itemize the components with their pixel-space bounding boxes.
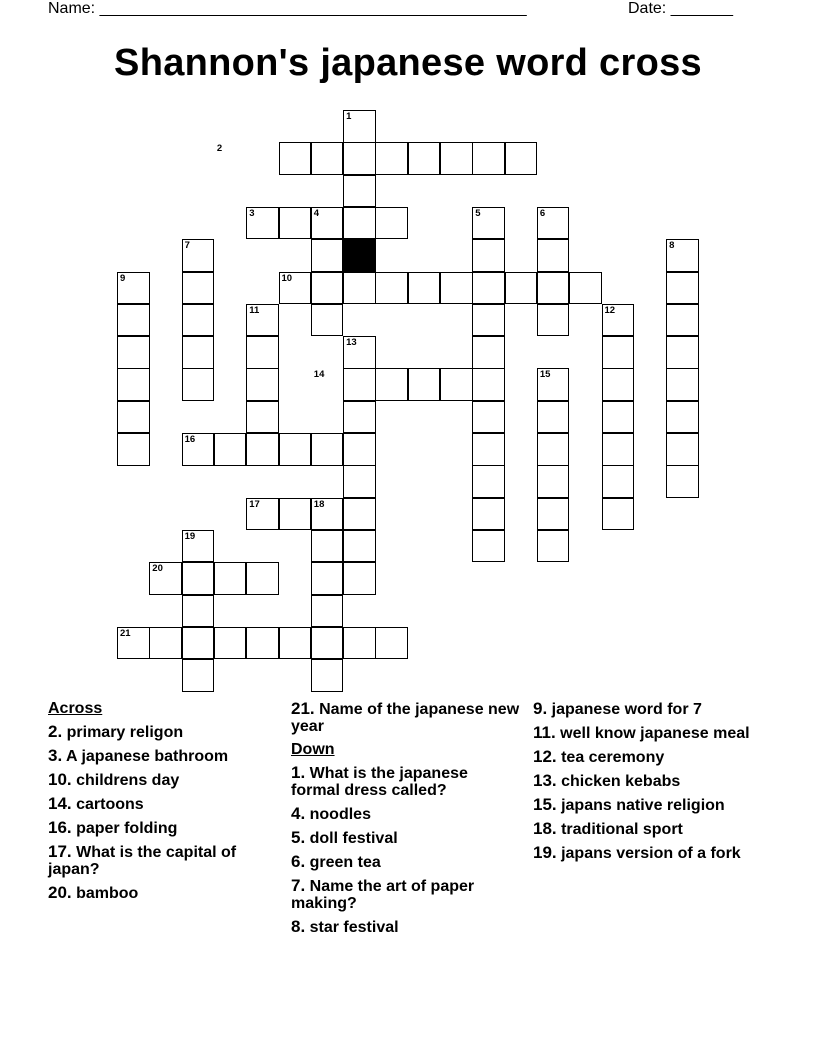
crossword-cell[interactable]	[214, 562, 247, 595]
crossword-cell[interactable]	[375, 368, 408, 401]
down-clue	[533, 820, 763, 838]
clue-number: 16.	[48, 818, 72, 837]
down-clue	[533, 844, 763, 862]
crossword-cell[interactable]	[537, 530, 570, 563]
crossword-cell[interactable]	[279, 142, 312, 175]
across-clue	[48, 771, 278, 789]
across-clue	[291, 700, 521, 735]
clue-text: japans native religion	[556, 797, 725, 814]
clue-text: A japanese bathroom	[62, 748, 229, 765]
crossword-cell[interactable]	[117, 433, 150, 466]
name-field-label[interactable]: Name: ________________________________________________	[48, 0, 527, 17]
clue-text: tea ceremony	[556, 749, 665, 766]
crossword-cell[interactable]	[408, 368, 441, 401]
crossword-cell[interactable]	[472, 304, 505, 337]
clue-text: Name of the japanese new year	[291, 701, 520, 735]
crossword-cell[interactable]	[311, 562, 344, 595]
clue-number: 17.	[48, 842, 72, 861]
clue-column-3	[533, 700, 763, 868]
clue-text: childrens day	[71, 772, 180, 789]
crossword-cell[interactable]	[182, 368, 215, 401]
clue-number-label: 14	[313, 369, 325, 381]
crossword-cell[interactable]	[279, 498, 312, 531]
crossword-cell[interactable]	[472, 142, 505, 175]
crossword-cell[interactable]	[214, 433, 247, 466]
crossword-cell[interactable]	[343, 530, 376, 563]
crossword-cell[interactable]	[537, 433, 570, 466]
clue-column-1	[48, 700, 278, 908]
clue-number-label: 2	[216, 143, 223, 155]
crossword-cell[interactable]	[246, 433, 279, 466]
clue-number-label: 9	[120, 272, 126, 284]
crossword-cell[interactable]	[311, 142, 344, 175]
crossword-cell[interactable]	[408, 272, 441, 305]
crossword-cell[interactable]	[311, 304, 344, 337]
clue-number: 10.	[48, 770, 72, 789]
across-clue	[48, 819, 278, 837]
crossword-cell[interactable]	[375, 272, 408, 305]
crossword-cell[interactable]	[472, 530, 505, 563]
crossword-cell[interactable]	[666, 368, 699, 401]
crossword-cell[interactable]	[537, 272, 570, 305]
crossword-cell[interactable]	[279, 433, 312, 466]
crossword-cell[interactable]	[666, 433, 699, 466]
clue-number-label: 17	[249, 498, 260, 510]
clue-text: Name the art of paper making?	[291, 878, 475, 912]
down-clue	[533, 700, 763, 718]
crossword-cell[interactable]	[343, 465, 376, 498]
down-clue	[291, 918, 521, 936]
crossword-cell[interactable]	[246, 562, 279, 595]
crossword-cell[interactable]	[440, 272, 473, 305]
crossword-cell[interactable]	[537, 401, 570, 434]
clue-number: 8.	[291, 917, 306, 936]
crossword-cell[interactable]	[246, 627, 279, 660]
clue-number: 12.	[533, 747, 557, 766]
clue-text: chicken kebabs	[556, 773, 681, 790]
down-clue	[533, 796, 763, 814]
clue-number-label: 8	[669, 240, 675, 252]
crossword-cell[interactable]	[472, 401, 505, 434]
crossword-cell[interactable]	[117, 368, 150, 401]
crossword-cell[interactable]	[602, 498, 635, 531]
crossword-cell[interactable]	[666, 304, 699, 337]
crossword-cell[interactable]	[311, 272, 344, 305]
down-clue	[533, 772, 763, 790]
crossword-cell[interactable]	[311, 595, 344, 628]
crossword-cell[interactable]	[666, 336, 699, 369]
clue-text: What is the capital of japan?	[48, 844, 237, 878]
clue-number-label: 19	[184, 530, 196, 542]
clue-number-label: 3	[249, 207, 255, 219]
crossword-cell[interactable]	[279, 627, 312, 660]
clue-number: 19.	[533, 843, 557, 862]
crossword-cell[interactable]	[472, 433, 505, 466]
clue-number: 9.	[533, 699, 548, 718]
crossword-cell[interactable]	[375, 207, 408, 240]
clue-column-2	[291, 700, 521, 942]
crossword-cell[interactable]	[343, 142, 376, 175]
crossword-cell[interactable]	[311, 433, 344, 466]
clue-number-label: 13	[346, 337, 357, 349]
clue-text: traditional sport	[556, 821, 683, 838]
clue-text: cartoons	[71, 796, 144, 813]
clue-number: 7.	[291, 876, 306, 895]
down-heading: Down	[291, 741, 335, 758]
down-clue	[291, 829, 521, 847]
clue-number-label: 11	[249, 304, 260, 316]
crossword-cell[interactable]	[375, 142, 408, 175]
crossword-cell[interactable]	[537, 304, 570, 337]
crossword-cell[interactable]	[182, 627, 215, 660]
clue-number-label: 4	[313, 207, 320, 219]
black-cell	[343, 239, 376, 272]
crossword-cell[interactable]	[246, 336, 279, 369]
clue-number: 21.	[291, 699, 315, 718]
across-heading: Across	[48, 700, 103, 717]
across-clue	[48, 843, 278, 878]
date-field-label[interactable]: Date: _______	[628, 0, 733, 17]
crossword-cell[interactable]	[343, 272, 376, 305]
down-clue	[291, 764, 521, 799]
down-clue	[291, 853, 521, 871]
clue-text: doll festival	[305, 830, 398, 847]
clue-number: 18.	[533, 819, 557, 838]
crossword-cell[interactable]	[343, 433, 376, 466]
crossword-cell[interactable]	[666, 272, 699, 305]
clue-number: 20.	[48, 883, 72, 902]
crossword-cell[interactable]	[375, 627, 408, 660]
clue-number-label: 7	[184, 240, 190, 252]
clue-number-label: 5	[475, 207, 481, 219]
crossword-cell[interactable]	[311, 627, 344, 660]
clue-number-label: 21	[120, 627, 131, 639]
crossword-cell[interactable]	[440, 368, 473, 401]
crossword-cell[interactable]	[279, 207, 312, 240]
crossword-cell[interactable]	[505, 272, 538, 305]
crossword-cell[interactable]	[117, 336, 150, 369]
crossword-cell[interactable]	[182, 336, 215, 369]
crossword-cell[interactable]	[472, 239, 505, 272]
crossword-cell[interactable]	[472, 465, 505, 498]
clue-number: 13.	[533, 771, 557, 790]
clue-number: 1.	[291, 763, 306, 782]
crossword-cell[interactable]	[343, 627, 376, 660]
clue-number: 5.	[291, 828, 306, 847]
clue-number: 3.	[48, 746, 63, 765]
crossword-cell[interactable]	[472, 272, 505, 305]
down-clue	[533, 724, 763, 742]
crossword-cell[interactable]	[343, 207, 376, 240]
crossword-cell[interactable]	[505, 142, 538, 175]
crossword-cell[interactable]	[537, 239, 570, 272]
clue-number: 15.	[533, 795, 557, 814]
clue-number-label: 12	[604, 304, 616, 316]
across-clue	[48, 723, 278, 741]
clue-number: 11.	[533, 723, 556, 742]
crossword-cell[interactable]	[602, 368, 635, 401]
crossword-cell[interactable]	[246, 368, 279, 401]
clue-text: noodles	[305, 806, 371, 823]
crossword-cell[interactable]	[117, 304, 150, 337]
clue-text: What is the japanese formal dress called?	[291, 765, 468, 799]
crossword-cell[interactable]	[343, 175, 376, 208]
clue-number-label: 1	[346, 111, 352, 122]
crossword-cell[interactable]	[343, 401, 376, 434]
clue-number: 6.	[291, 852, 306, 871]
crossword-cell[interactable]	[472, 368, 505, 401]
clue-number: 2.	[48, 722, 63, 741]
crossword-cell[interactable]	[311, 659, 344, 692]
crossword-cell[interactable]	[214, 627, 247, 660]
crossword-cell[interactable]	[537, 465, 570, 498]
crossword-cell[interactable]	[472, 498, 505, 531]
crossword-cell[interactable]	[246, 401, 279, 434]
across-clue	[48, 884, 278, 902]
crossword-cell[interactable]	[602, 433, 635, 466]
crossword-cell[interactable]	[149, 627, 182, 660]
clue-text: japanese word for 7	[547, 701, 702, 718]
clue-text: paper folding	[71, 820, 178, 837]
clue-number: 14.	[48, 794, 72, 813]
clue-number-label: 16	[184, 434, 196, 445]
crossword-cell[interactable]	[408, 142, 441, 175]
crossword-cell[interactable]	[666, 401, 699, 434]
crossword-cell[interactable]	[440, 142, 473, 175]
crossword-cell[interactable]	[343, 368, 376, 401]
down-clue	[533, 748, 763, 766]
across-clue	[48, 795, 278, 813]
clue-number: 4.	[291, 804, 306, 823]
crossword-cell[interactable]	[182, 659, 215, 692]
clue-text: star festival	[305, 919, 399, 936]
crossword-cell[interactable]	[343, 562, 376, 595]
down-clue	[291, 805, 521, 823]
across-clue	[48, 747, 278, 765]
page-title: Shannon's japanese word cross	[114, 42, 702, 84]
crossword-cell[interactable]	[311, 530, 344, 563]
crossword-cell[interactable]	[117, 401, 150, 434]
crossword-cell[interactable]	[182, 595, 215, 628]
crossword-cell[interactable]	[182, 304, 215, 337]
crossword-cell[interactable]	[182, 272, 215, 305]
clue-number-label: 10	[281, 272, 293, 284]
crossword-cell[interactable]	[182, 562, 215, 595]
clue-text: well know japanese meal	[555, 725, 750, 742]
clue-text: green tea	[305, 854, 381, 871]
clue-text: bamboo	[71, 885, 139, 902]
crossword-cell[interactable]	[666, 465, 699, 498]
crossword-cell[interactable]	[602, 465, 635, 498]
clue-number-label: 20	[152, 563, 163, 575]
clue-number-label: 6	[539, 207, 546, 219]
crossword-cell[interactable]	[343, 498, 376, 531]
clue-number-label: 18	[313, 498, 325, 510]
clue-text: japans version of a fork	[556, 845, 741, 862]
clue-number-label: 15	[539, 369, 551, 381]
crossword-cell[interactable]	[602, 336, 635, 369]
clue-text: primary religon	[62, 724, 184, 741]
crossword-cell[interactable]	[472, 336, 505, 369]
crossword-cell[interactable]	[602, 401, 635, 434]
crossword-cell[interactable]	[537, 498, 570, 531]
down-clue	[291, 877, 521, 912]
crossword-cell[interactable]	[311, 239, 344, 272]
crossword-cell[interactable]	[569, 272, 602, 305]
